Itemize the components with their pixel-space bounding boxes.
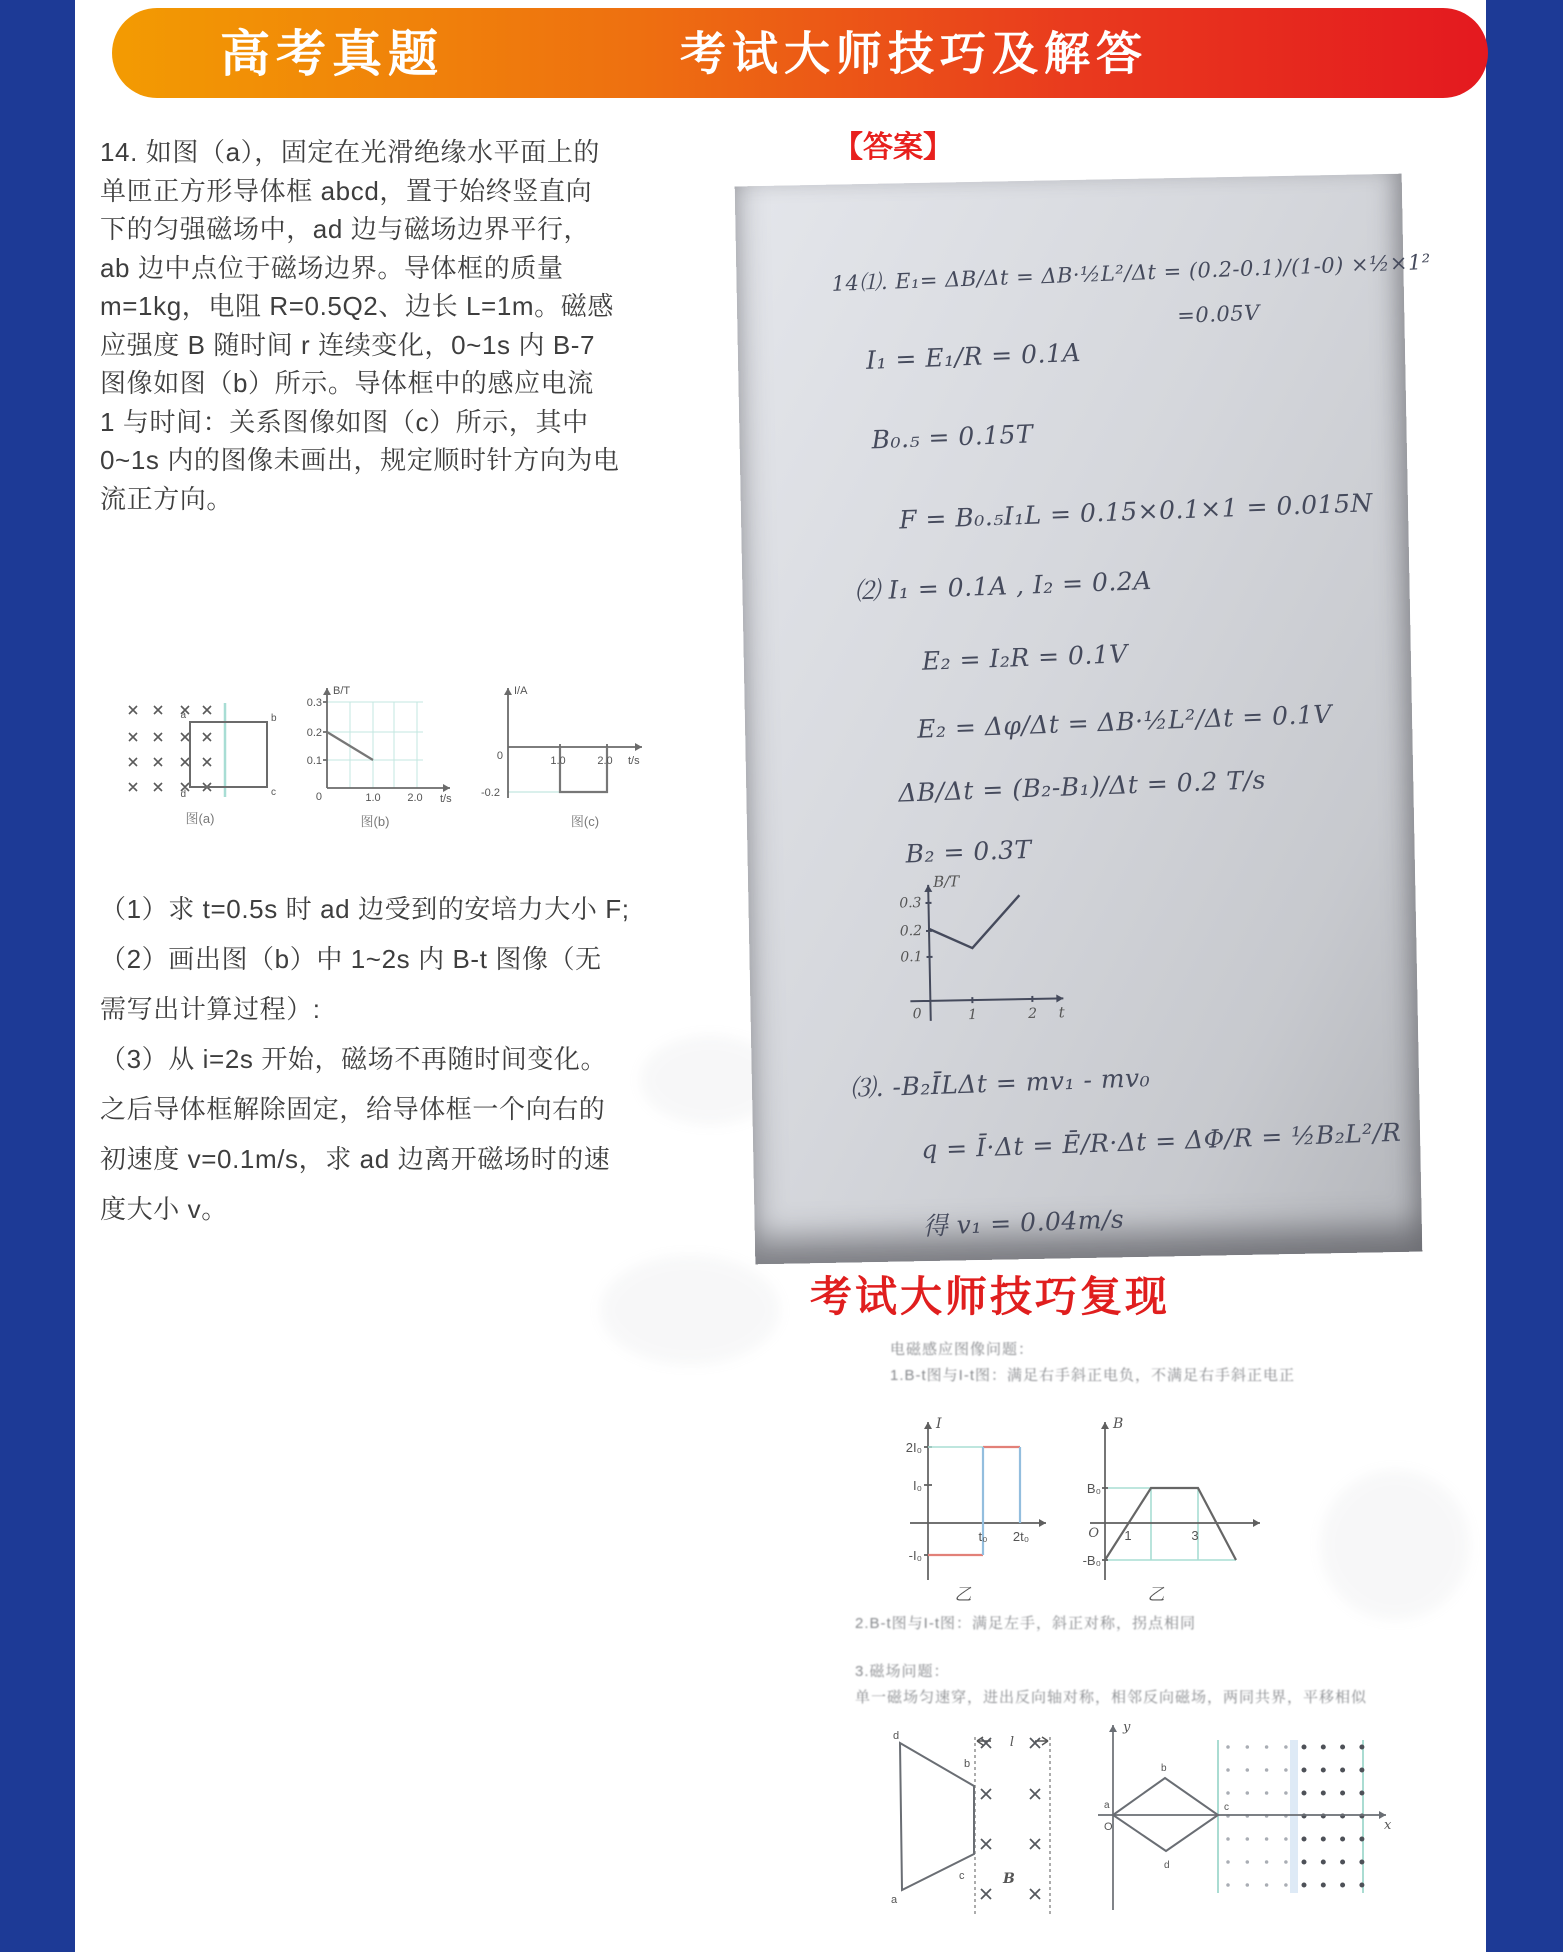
question-line: （2）画出图（b）中 1~2s 内 B-t 图像（无 xyxy=(100,944,602,974)
axis-arrowheads xyxy=(924,882,1063,1005)
y-axis-label: I xyxy=(936,1416,942,1432)
origin-label: 0 xyxy=(315,791,322,803)
origin-label: O xyxy=(1104,1821,1113,1833)
corner-label-a: a xyxy=(180,710,186,721)
y-axis-label: B/T xyxy=(333,685,351,697)
axes xyxy=(910,1422,1046,1580)
banner-right-title: 考试大师技巧及解答 xyxy=(680,27,1148,80)
technique-section-title: 考试大师技巧复现 xyxy=(810,1273,1171,1320)
y-tick: I₀ xyxy=(912,1478,922,1493)
handwritten-line: B₀.₅ = 0.15T xyxy=(871,419,1034,455)
handwritten-line: 得 v₁ = 0.04m/s xyxy=(922,1204,1125,1241)
negative-y-tick: -0.2 xyxy=(481,787,500,799)
y-tick: -I₀ xyxy=(908,1548,922,1563)
x-tick: 2.0 xyxy=(597,755,613,767)
origin-label: 0 xyxy=(496,750,503,762)
handwritten-line: B₂ = 0.3T xyxy=(905,834,1033,869)
figure-a-caption: 图(a) xyxy=(185,811,215,826)
y-axis-label: B xyxy=(1113,1416,1124,1432)
handwritten-line: I₁ = E₁/R = 0.1A xyxy=(865,338,1082,375)
corner-label-c: c xyxy=(271,787,276,798)
y-tick: 0.2 xyxy=(899,923,923,940)
technique-bt-trapezoid-graph xyxy=(1068,1410,1283,1605)
technique-intro-note: 电磁感应图像问题： xyxy=(890,1341,1035,1358)
x-axis-label: t/s xyxy=(628,755,640,767)
conductor-square-frame xyxy=(190,722,267,787)
y-tick: 0.3 xyxy=(306,697,322,709)
x-axis-label: t/s xyxy=(440,793,452,805)
x-tick: 2 xyxy=(1028,1005,1038,1023)
corner-label-d: d xyxy=(180,789,186,800)
handwritten-line: ΔB/Δt = (B₂-B₁)/Δt = 0.2 T/s xyxy=(897,765,1267,808)
graph-caption: 乙 xyxy=(1147,1585,1165,1605)
problem-line: 单匝正方形导体框 abcd，置于始终竖直向 xyxy=(100,175,593,206)
graph-caption: 乙 xyxy=(954,1585,972,1605)
handwritten-line: =0.05V xyxy=(1176,300,1261,328)
problem-line: 图像如图（b）所示。导体框中的感应电流 xyxy=(100,368,594,398)
handwritten-line: ⑶. -B₂ĪLΔt = mv₁ - mv₀ xyxy=(849,1063,1151,1104)
trapezoid-coil-field-strip-diagram xyxy=(855,1725,1070,1930)
axes xyxy=(908,882,1064,1024)
technique-it-square-wave-graph xyxy=(860,1410,1065,1605)
problem-line: 1 与时间：关系图像如图（c）所示，其中 xyxy=(100,406,589,437)
watermark-blob xyxy=(1320,1470,1470,1620)
y-axis-label: I/A xyxy=(514,685,528,697)
x-tick: 3 xyxy=(1191,1528,1199,1543)
axis-arrowheads xyxy=(1101,1422,1260,1527)
corner-label-b: b xyxy=(964,1758,971,1770)
y-tick: B₀ xyxy=(1086,1481,1101,1496)
question-list xyxy=(100,884,630,1234)
handwritten-line: q = Ī·Δt = Ē/R·Δt = ΔΦ/R = ½B₂L²/R xyxy=(920,1117,1402,1165)
problem-line: ab 边中点位于磁场边界。导体框的质量 xyxy=(100,252,564,283)
handwritten-line: F = B₀.₅I₁L = 0.15×0.1×1 = 0.015N xyxy=(898,488,1374,535)
axis-arrowheads xyxy=(1109,1725,1386,1819)
x-tick: 1 xyxy=(1124,1528,1132,1543)
x-tick: 1.0 xyxy=(365,792,381,804)
axes xyxy=(508,688,642,798)
x-tick: 1 xyxy=(968,1007,978,1024)
handwritten-line: 14⑴. E₁= ΔB/Δt = ΔB·½L²/Δt = (0.2-0.1)/(1-0) ×½×1² xyxy=(831,249,1432,296)
x-axis-label: x xyxy=(1384,1818,1392,1833)
technique-note-1: 1.B-t图与I-t图：满足右手斜正电负，不满足右手斜正电正 xyxy=(890,1367,1296,1384)
handwritten-line: E₂ = Δφ/Δt = ΔB·½L²/Δt = 0.1V xyxy=(916,699,1333,744)
right-border-stripe xyxy=(1486,0,1563,1952)
corner-label-d: d xyxy=(893,1730,900,1742)
problem-statement xyxy=(100,133,620,518)
corner-label-b: b xyxy=(1161,1763,1167,1774)
answer-section-label: 【答案】 xyxy=(833,131,953,164)
y-axis-label: y xyxy=(1123,1720,1131,1735)
handwritten-answer-photo xyxy=(735,174,1432,1265)
left-border-stripe xyxy=(0,0,75,1952)
header-banner xyxy=(112,8,1488,98)
problem-line: 下的匀强磁场中，ad 边与磁场边界平行， xyxy=(100,214,591,244)
corner-label-c: c xyxy=(959,1870,965,1882)
bt-answer-line xyxy=(928,895,1020,949)
watermark-blob xyxy=(600,1255,780,1365)
technique-note-2: 2.B-t图与I-t图：满足左手，斜正对称，拐点相同 xyxy=(855,1615,1197,1632)
corner-label-d: d xyxy=(1164,1860,1170,1871)
figure-a-field-square-diagram xyxy=(100,685,285,830)
handwritten-line: ⑵ I₁ = 0.1A , I₂ = 0.2A xyxy=(854,565,1153,606)
corner-label-c: c xyxy=(1224,1802,1229,1813)
x-tick: 1.0 xyxy=(550,755,566,767)
corner-label-a: a xyxy=(891,1894,898,1906)
trapezoid-wave-line xyxy=(1105,1488,1236,1560)
grid-lines xyxy=(327,702,423,788)
y-axis-label: B/T xyxy=(932,872,960,891)
x-tick: 2t₀ xyxy=(1012,1529,1030,1544)
origin-label: 0 xyxy=(912,1006,922,1023)
rhombus-coil-dot-field-diagram xyxy=(1090,1715,1400,1925)
technique-note-3: 3.磁场问题： xyxy=(855,1663,950,1680)
problem-line: m=1kg，电阻 R=0.5Q2、边长 L=1m。磁感 xyxy=(100,291,614,321)
question-line: （1）求 t=0.5s 时 ad 边受到的安培力大小 F; xyxy=(100,894,630,924)
problem-line: 14. 如图（a），固定在光滑绝缘水平面上的 xyxy=(100,137,601,167)
y-tick: 2I₀ xyxy=(905,1440,922,1455)
x-axis-label: t xyxy=(1058,1003,1065,1022)
axes xyxy=(323,688,450,788)
figure-c-caption: 图(c) xyxy=(570,814,600,829)
technique-note-4: 单一磁场匀速穿，进出反向轴对称，相邻反向磁场，两同共界，平移相似 xyxy=(855,1689,1368,1706)
it-step-line xyxy=(560,747,607,792)
problem-line: 流正方向。 xyxy=(100,483,234,514)
question-line: 初速度 v=0.1m/s，求 ad 边离开磁场时的速 xyxy=(100,1144,611,1174)
y-tick: 0.1 xyxy=(306,755,322,767)
handwritten-line: E₂ = I₂R = 0.1V xyxy=(921,639,1129,676)
banner-left-title: 高考真题 xyxy=(220,26,444,83)
y-tick: 0.1 xyxy=(900,949,923,966)
field-strength-label: B xyxy=(1003,1871,1015,1887)
square-wave-horizontal-segments xyxy=(928,1447,1020,1555)
figure-b-caption: 图(b) xyxy=(360,814,390,829)
field-into-page-cross-marks xyxy=(129,706,211,791)
axis-arrowheads xyxy=(504,688,642,751)
question-line: 度大小 v。 xyxy=(100,1194,228,1224)
y-tick: -B₀ xyxy=(1082,1553,1101,1568)
problem-line: 应强度 B 随时间 r 连续变化，0~1s 内 B-7 xyxy=(100,329,596,360)
x-tick: t₀ xyxy=(978,1529,988,1544)
question-line: 需写出计算过程）: xyxy=(100,994,321,1024)
problem-line: 0~1s 内的图像未画出，规定顺时针方向为电 xyxy=(100,445,620,475)
axis-arrowheads xyxy=(924,1422,1046,1527)
y-tick: 0.2 xyxy=(306,727,322,739)
question-line: （3）从 i=2s 开始，磁场不再随时间变化。 xyxy=(100,1044,608,1074)
x-tick: 2.0 xyxy=(407,792,423,804)
figure-c-it-graph xyxy=(480,678,665,833)
trapezoid-coil-outline xyxy=(900,1743,974,1890)
question-line: 之后导体框解除固定，给导体框一个向右的 xyxy=(100,1094,606,1124)
figure-b-bt-graph xyxy=(300,678,470,833)
corner-label-b: b xyxy=(271,713,277,724)
origin-label: O xyxy=(1088,1526,1099,1541)
corner-label-a: a xyxy=(1104,1800,1110,1811)
hand-drawn-bt-answer-graph xyxy=(873,868,1076,1042)
y-tick: 0.3 xyxy=(899,895,922,912)
strip-width-label: l xyxy=(1009,1735,1015,1750)
